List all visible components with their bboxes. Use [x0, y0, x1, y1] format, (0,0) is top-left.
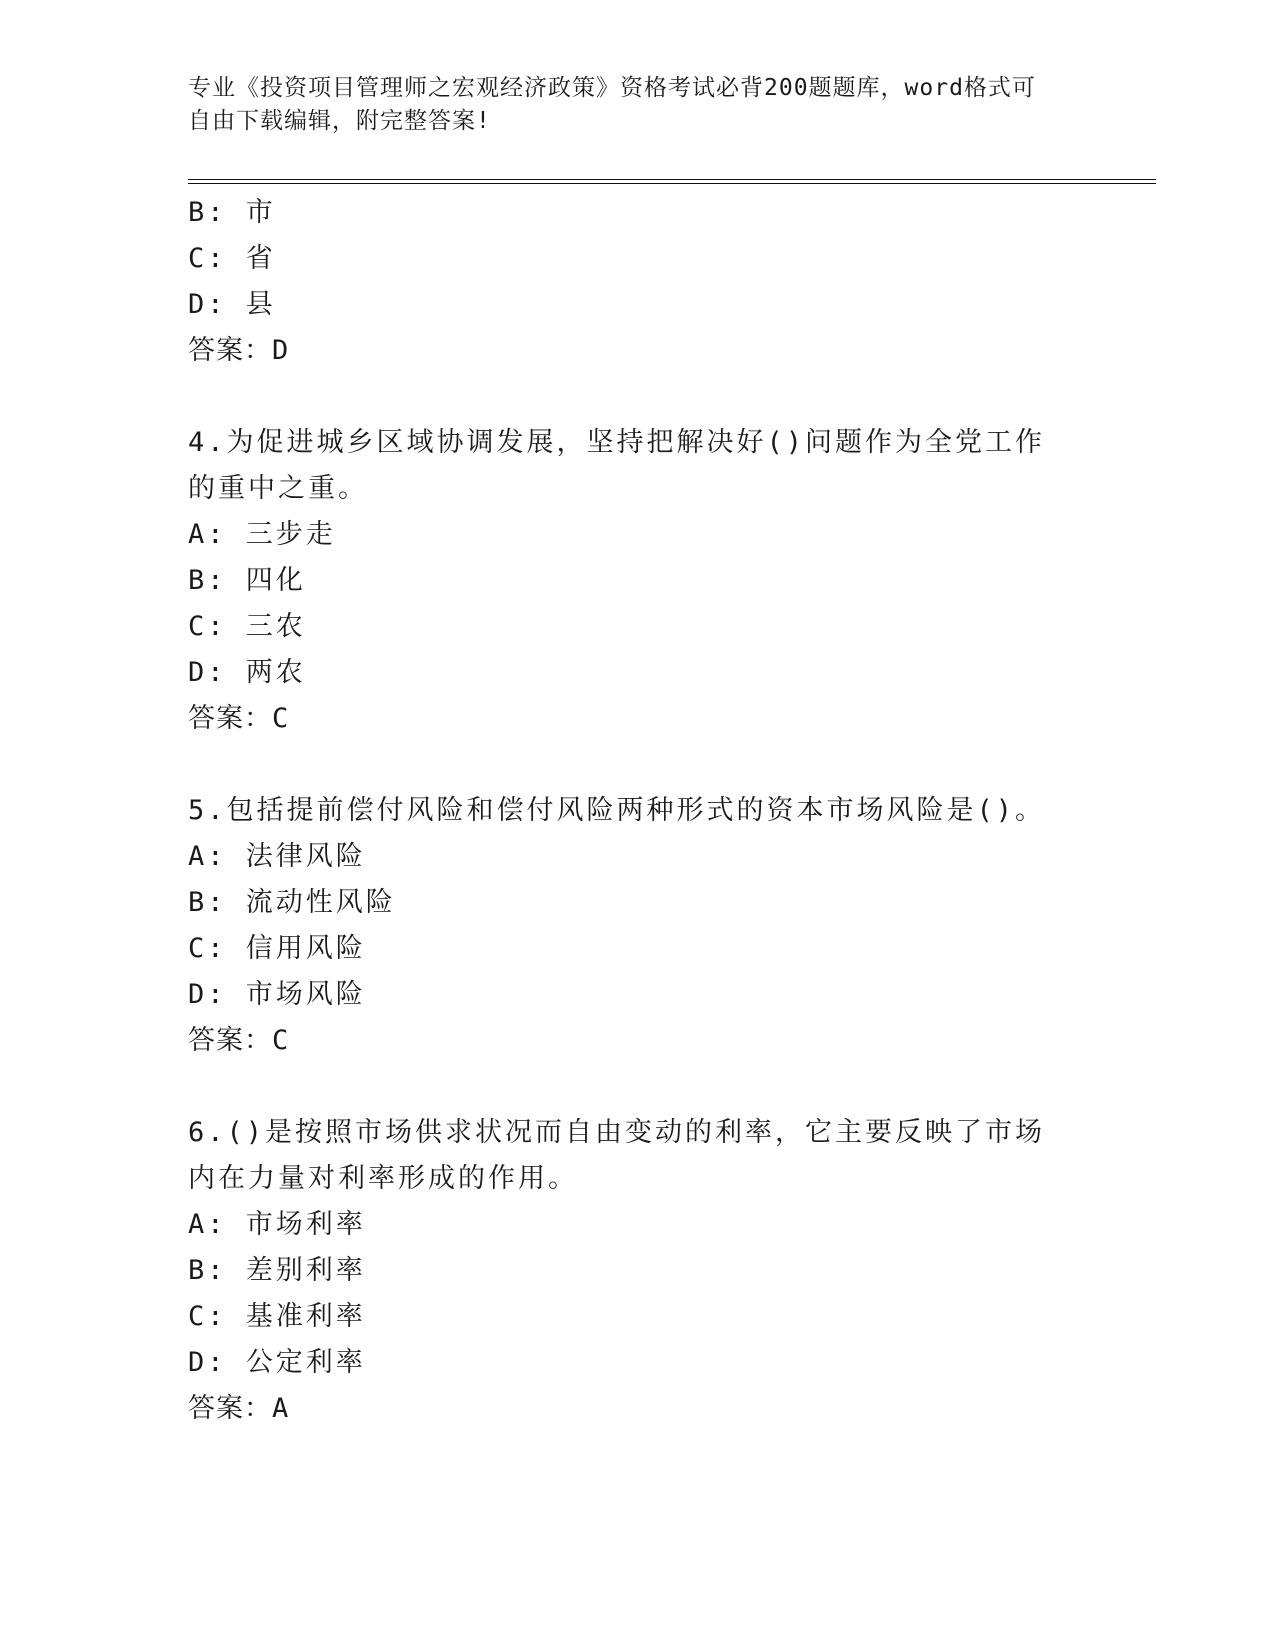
option-text: 市场风险: [245, 979, 366, 1010]
question-block-3: [188, 190, 1068, 374]
option-d: [188, 1340, 1068, 1386]
question-spacer: [188, 742, 1068, 788]
option-d: [188, 972, 1068, 1018]
option-key: A:: [188, 841, 227, 872]
option-key: C:: [188, 243, 227, 274]
option-d: [188, 282, 1068, 328]
option-key: C:: [188, 1301, 227, 1332]
option-text: 公定利率: [245, 1347, 366, 1378]
option-b: [188, 190, 1068, 236]
option-b: [188, 880, 1068, 926]
option-key: B:: [188, 197, 227, 228]
question-block-5: [188, 788, 1068, 1064]
option-c: [188, 236, 1068, 282]
option-text: 流动性风险: [245, 887, 396, 918]
option-a: [188, 512, 1068, 558]
answer-label: 答案：: [188, 335, 272, 366]
option-b: [188, 1248, 1068, 1294]
answer-label: 答案：: [188, 1393, 272, 1424]
header-divider-top: [188, 179, 1156, 180]
answer-value: A: [272, 1393, 290, 1424]
question-stem: 5.包括提前偿付风险和偿付风险两种形式的资本市场风险是()。: [188, 795, 1046, 826]
option-key: B:: [188, 565, 227, 596]
header-divider-bottom: [188, 183, 1156, 184]
option-text: 省: [245, 243, 276, 274]
option-text: 市: [245, 197, 276, 228]
option-key: D:: [188, 1347, 227, 1378]
option-a: [188, 1202, 1068, 1248]
answer-label: 答案：: [188, 1025, 272, 1056]
option-text: 县: [245, 289, 276, 320]
option-d: [188, 650, 1068, 696]
header-title-line-1: 专业《投资项目管理师之宏观经济政策》资格考试必背200题题库，word格式可: [188, 75, 1036, 101]
answer-line: [188, 696, 1068, 742]
option-text: 信用风险: [245, 933, 366, 964]
question-spacer: [188, 1064, 1068, 1110]
question-stem: 4.为促进城乡区域协调发展，坚持把解决好()问题作为全党工作的重中之重。: [188, 427, 1046, 504]
answer-value: D: [272, 335, 290, 366]
option-key: D:: [188, 289, 227, 320]
option-text: 法律风险: [245, 841, 366, 872]
option-text: 基准利率: [245, 1301, 366, 1332]
answer-line: [188, 1018, 1068, 1064]
answer-value: C: [272, 1025, 290, 1056]
option-c: [188, 604, 1068, 650]
option-text: 两农: [245, 657, 306, 688]
option-text: 差别利率: [245, 1255, 366, 1286]
option-key: A:: [188, 1209, 227, 1240]
answer-label: 答案：: [188, 703, 272, 734]
option-c: [188, 1294, 1068, 1340]
answer-line: [188, 1386, 1068, 1432]
question-spacer: [188, 374, 1068, 420]
answer-value: C: [272, 703, 290, 734]
option-text: 市场利率: [245, 1209, 366, 1240]
option-text: 三农: [245, 611, 306, 642]
option-key: C:: [188, 933, 227, 964]
answer-line: [188, 328, 1068, 374]
question-stem: 6.()是按照市场供求状况而自由变动的利率，它主要反映了市场内在力量对利率形成的作用。: [188, 1117, 1046, 1194]
option-key: D:: [188, 657, 227, 688]
option-key: A:: [188, 519, 227, 550]
option-key: D:: [188, 979, 227, 1010]
option-text: 三步走: [245, 519, 336, 550]
option-a: [188, 834, 1068, 880]
header-title-line-2: 自由下载编辑，附完整答案!: [188, 108, 491, 134]
document-header: [188, 72, 1068, 138]
option-key: C:: [188, 611, 227, 642]
question-block-6: [188, 1110, 1068, 1432]
option-text: 四化: [245, 565, 306, 596]
option-b: [188, 558, 1068, 604]
question-list: [188, 190, 1068, 1432]
option-key: B:: [188, 1255, 227, 1286]
question-block-4: [188, 420, 1068, 742]
option-c: [188, 926, 1068, 972]
option-key: B:: [188, 887, 227, 918]
